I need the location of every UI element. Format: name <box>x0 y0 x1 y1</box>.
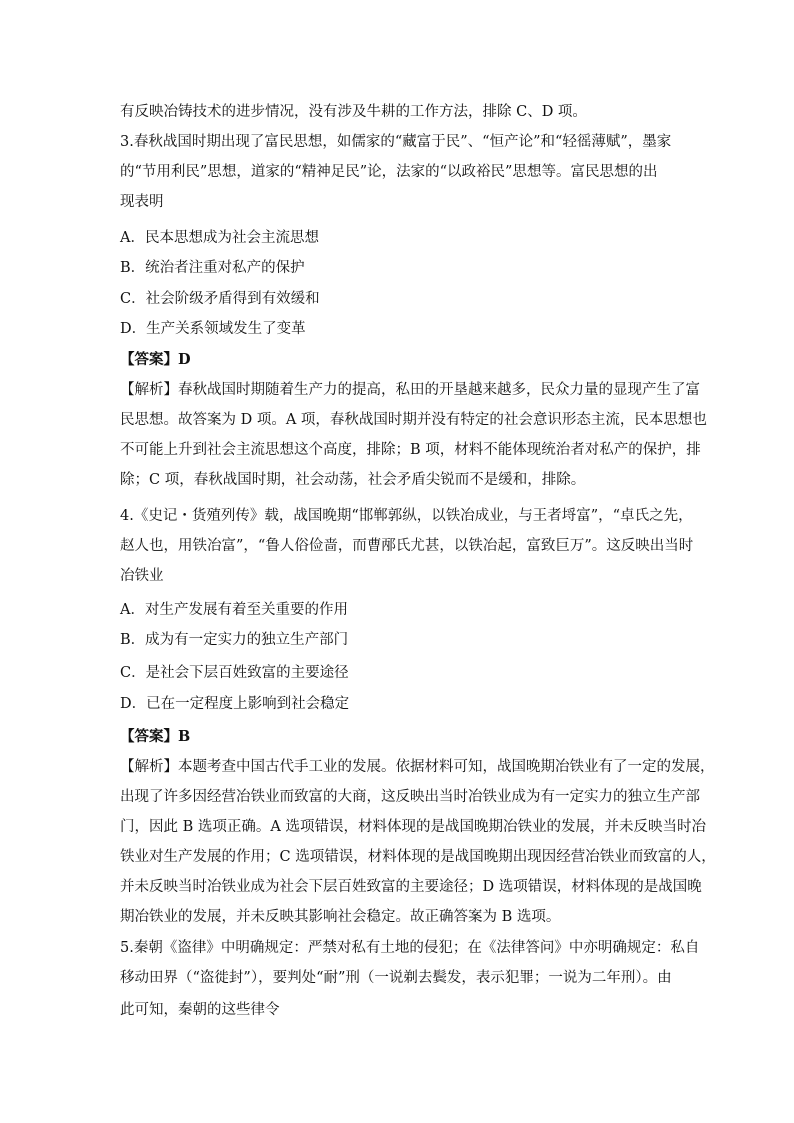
text-line: 赵人也，用铁冶富”，“鲁人俗俭啬，而曹邴氏尤甚，以铁冶起，富致巨万”。这反映出当时 <box>120 538 694 554</box>
text-line: 并未反映当时冶铁业成为社会下层百姓致富的主要途径；D 选项错误，材料体现的是战国晚 <box>120 879 702 895</box>
option-a: A．民本思想成为社会主流思想 <box>120 230 319 246</box>
analysis-text: 【解析】本题考查中国古代手工业的发展。依据材料可知，战国晚期冶铁业有了一定的发展， <box>120 759 715 775</box>
text-line: 期冶铁业的发展，并未反映其影响社会稳定。故正确答案为 B 选项。 <box>120 909 561 925</box>
text-line: 民思想。故答案为 D 项。A 项，春秋战国时期并没有特定的社会意识形态主流，民本思想也 <box>120 412 707 428</box>
answer-label: 【答案】D <box>120 351 191 368</box>
option-c: C．是社会下层百姓致富的主要途径 <box>120 665 349 681</box>
text-line: 移动田界（“盗徙封”），要判处“耐”刑（一说剃去鬓发，表示犯罪；一说为二年刑）。由 <box>120 970 672 986</box>
option-d: D．已在一定程度上影响到社会稳定 <box>120 696 350 712</box>
text-line: 不可能上升到社会主流思想这个高度，排除；B 项，材料不能体现统治者对私产的保护，排 <box>120 442 701 458</box>
text-line: 此可知，秦朝的这些律令 <box>120 1002 280 1018</box>
option-b: B．成为有一定实力的独立生产部门 <box>120 632 349 648</box>
analysis-text: 【解析】春秋战国时期随着生产力的提高，私田的开垦越来越多，民众力量的显现产生了富 <box>120 382 700 398</box>
option-b: B．统治者注重对私产的保护 <box>120 260 305 276</box>
option-c: C．社会阶级矛盾得到有效缓和 <box>120 291 320 307</box>
text-line: 现表明 <box>120 194 164 210</box>
question-3-stem: 3.春秋战国时期出现了富民思想，如儒家的“藏富于民”、“恒产论”和“轻徭薄赋”，墨家 <box>120 134 672 150</box>
text-line: 门，因此 B 选项正确。A 选项错误，材料体现的是战国晚期冶铁业的发展，并未反映当时冶 <box>120 819 706 835</box>
text-line: 除；C 项，春秋战国时期，社会动荡，社会矛盾尖锐而不是缓和，排除。 <box>120 472 586 488</box>
text-line: 铁业对生产发展的作用；C 选项错误，材料体现的是战国晚期出现因经营冶铁业而致富的人， <box>120 849 716 865</box>
option-d: D．生产关系领域发生了变革 <box>120 321 306 337</box>
text-line: 的“节用利民”思想，道家的“精神足民”论，法家的“以政裕民”思想等。富民思想的出 <box>120 164 658 180</box>
text-line: 出现了许多因经营冶铁业而致富的大商，这反映出当时冶铁业成为有一定实力的独立生产部 <box>120 789 700 805</box>
question-5-stem: 5.秦朝《盗律》中明确规定：严禁对私有土地的侵犯；在《法律答问》中亦明确规定：私自 <box>120 940 700 956</box>
question-4-stem: 4.《史记・货殖列传》载，战国晚期“邯郸郭纵，以铁冶成业，与王者埒富”，“卓氏之先， <box>120 508 693 524</box>
option-a: A．对生产发展有着至关重要的作用 <box>120 602 348 618</box>
text-line: 冶铁业 <box>120 568 164 584</box>
answer-label: 【答案】B <box>120 728 191 745</box>
text-line: 有反映冶铸技术的进步情况，没有涉及牛耕的工作方法，排除 C、D 项。 <box>120 104 587 120</box>
